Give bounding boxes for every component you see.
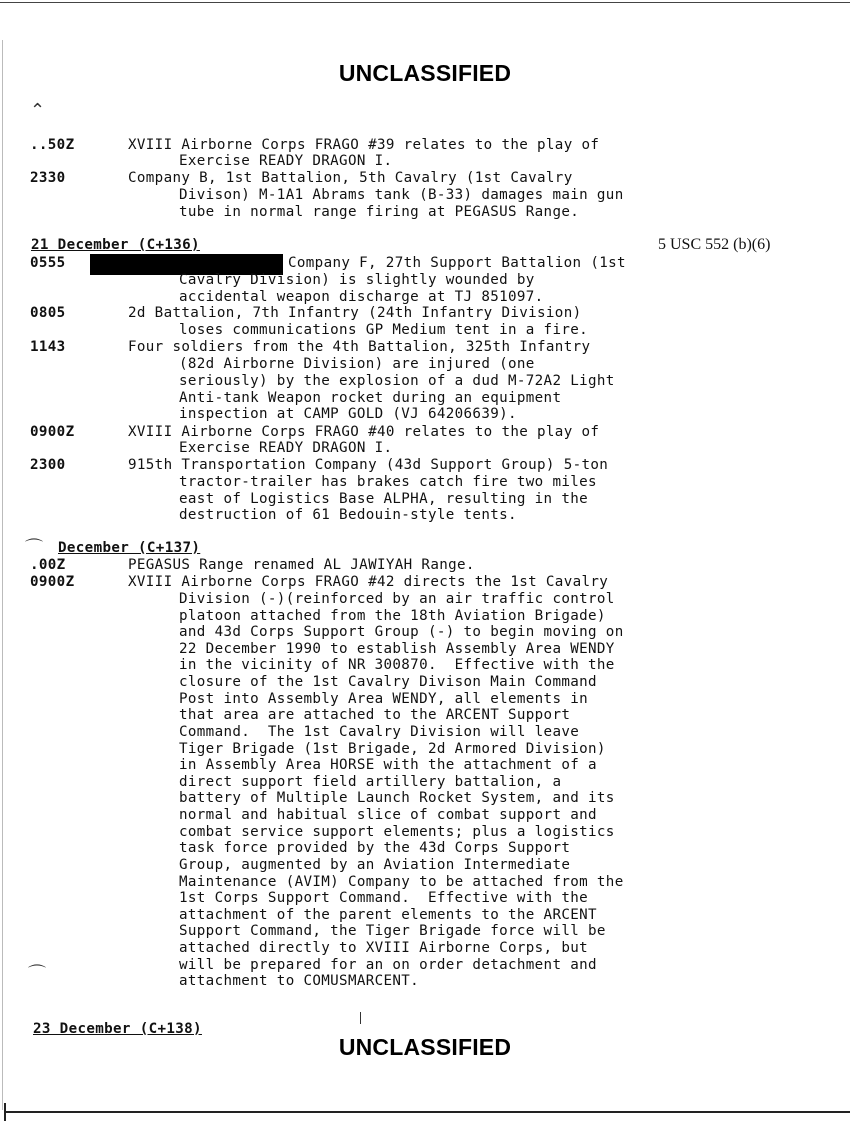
entry-time: 1143 xyxy=(30,339,66,355)
entry-text: in the vicinity of NR 300870. Effective with the xyxy=(179,657,615,673)
entry-text: attachment to COMUSMARCENT. xyxy=(179,973,420,989)
entry-time: 0900Z xyxy=(30,574,75,590)
handwritten-mark-icon: ⌒ xyxy=(25,538,43,559)
entry-text: loses communications GP Medium tent in a fire. xyxy=(179,322,589,338)
bottom-corner-mark xyxy=(4,1103,6,1121)
entry-text: 1st Corps Support Command. Effective with the xyxy=(179,890,589,906)
entry-text: 22 December 1990 to establish Assembly Area WENDY xyxy=(179,641,615,657)
entry-text: Company F, 27th Support Battalion (1st xyxy=(288,255,626,271)
handwritten-mark-icon: ⌒ xyxy=(28,964,46,985)
date-heading: 23 December (C+138) xyxy=(33,1021,202,1037)
entry-text: 915th Transportation Company (43d Support Group) 5-ton xyxy=(128,457,609,473)
entry-text: Maintenance (AVIM) Company to be attached from the xyxy=(179,874,624,890)
entry-text: normal and habitual slice of combat support and xyxy=(179,807,597,823)
entry-text: Division (-)(reinforced by an air traffic control xyxy=(179,591,615,607)
entry-text: attachment of the parent elements to the ARCENT xyxy=(179,907,597,923)
classification-footer: UNCLASSIFIED xyxy=(338,1034,512,1060)
entry-text: that area are attached to the ARCENT Support xyxy=(179,707,571,723)
entry-text: tube in normal range firing at PEGASUS Range. xyxy=(179,204,580,220)
entry-text: battery of Multiple Launch Rocket System, and its xyxy=(179,790,615,806)
exemption-note: 5 USC 552 (b)(6) xyxy=(658,236,771,253)
entry-text: will be prepared for an on order detachment and xyxy=(179,957,597,973)
entry-text: destruction of 61 Bedouin-style tents. xyxy=(179,507,517,523)
entry-text: Group, augmented by an Aviation Intermediate xyxy=(179,857,571,873)
entry-text: Support Command, the Tiger Brigade force will be xyxy=(179,923,606,939)
entry-time: .00Z xyxy=(30,557,66,573)
top-border xyxy=(0,2,850,3)
date-heading: 21 December (C+136) xyxy=(31,237,200,253)
entry-time: 0900Z xyxy=(30,424,75,440)
entry-text: and 43d Corps Support Group (-) to begin moving on xyxy=(179,624,624,640)
entry-time: 0555 xyxy=(30,255,66,271)
entry-time: 2300 xyxy=(30,457,66,473)
entry-text: task force provided by the 43d Corps Support xyxy=(179,840,571,856)
entry-time: 2330 xyxy=(30,170,66,186)
entry-text: inspection at CAMP GOLD (VJ 64206639). xyxy=(179,406,517,422)
entry-text: Cavalry Division) is slightly wounded by xyxy=(179,272,535,288)
entry-text: Tiger Brigade (1st Brigade, 2d Armored Division) xyxy=(179,741,606,757)
handwritten-mark-icon: ⌃ xyxy=(30,100,46,121)
entry-text: attached directly to XVIII Airborne Corps, but xyxy=(179,940,589,956)
entry-text: east of Logistics Base ALPHA, resulting in the xyxy=(179,491,589,507)
scan-tick-mark xyxy=(360,1012,361,1024)
entry-text: 2d Battalion, 7th Infantry (24th Infantry Division) xyxy=(128,305,582,321)
entry-text: Post into Assembly Area WENDY, all elements in xyxy=(179,691,589,707)
entry-text: in Assembly Area HORSE with the attachment of a xyxy=(179,757,597,773)
date-heading: December (C+137) xyxy=(58,540,201,556)
entry-text: accidental weapon discharge at TJ 851097. xyxy=(179,289,544,305)
left-border xyxy=(2,40,3,1110)
entry-text: Four soldiers from the 4th Battalion, 325th Infantry xyxy=(128,339,591,355)
entry-text: XVIII Airborne Corps FRAGO #39 relates to the play of xyxy=(128,137,600,153)
entry-text: PEGASUS Range renamed AL JAWIYAH Range. xyxy=(128,557,475,573)
entry-text: tractor-trailer has brakes catch fire two miles xyxy=(179,474,597,490)
entry-text: Company B, 1st Battalion, 5th Cavalry (1st Cavalry xyxy=(128,170,573,186)
entry-text: XVIII Airborne Corps FRAGO #40 relates to the play of xyxy=(128,424,600,440)
entry-text: seriously) by the explosion of a dud M-72A2 Light xyxy=(179,373,615,389)
entry-time: 0805 xyxy=(30,305,66,321)
entry-text: Exercise READY DRAGON I. xyxy=(179,153,393,169)
classification-header: UNCLASSIFIED xyxy=(338,60,512,86)
entry-text: closure of the 1st Cavalry Divison Main Command xyxy=(179,674,597,690)
entry-text: Anti-tank Weapon rocket during an equipment xyxy=(179,390,562,406)
entry-text: Divison) M-1A1 Abrams tank (B-33) damages main gun xyxy=(179,187,624,203)
entry-text: combat service support elements; plus a logistics xyxy=(179,824,615,840)
entry-text: Exercise READY DRAGON I. xyxy=(179,440,393,456)
entry-text: (82d Airborne Division) are injured (one xyxy=(179,356,535,372)
entry-text: XVIII Airborne Corps FRAGO #42 directs the 1st Cavalry xyxy=(128,574,609,590)
entry-text: platoon attached from the 18th Aviation Brigade) xyxy=(179,608,606,624)
entry-text: direct support field artillery battalion, a xyxy=(179,774,562,790)
entry-text: Command. The 1st Cavalry Division will leave xyxy=(179,724,580,740)
entry-time: ..50Z xyxy=(30,137,75,153)
bottom-border xyxy=(6,1111,850,1113)
